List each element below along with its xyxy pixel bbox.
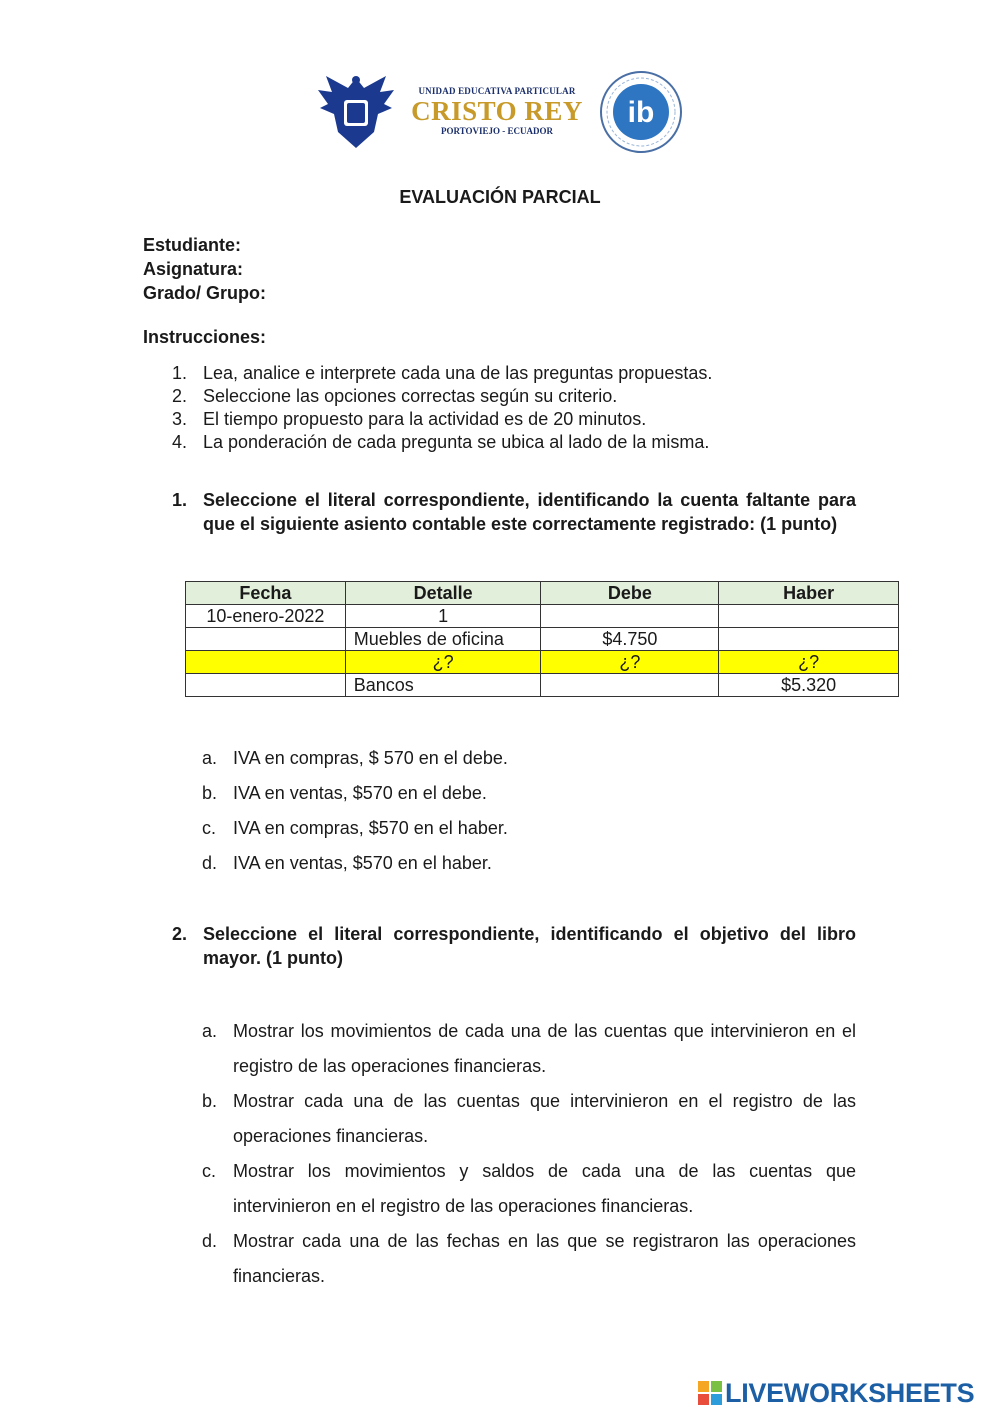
column-header: Debe (541, 582, 719, 605)
option-c[interactable]: c. Mostrar los movimientos y saldos de cada una de las cuentas que intervinieron en el registro de las operaciones financieras. (202, 1161, 856, 1216)
ib-text: ib (627, 96, 655, 129)
column-header: Haber (719, 582, 899, 605)
list-item: 2. Seleccione las opciones correctas según su criterio. (172, 386, 618, 406)
question-1: 1. Seleccione el literal correspondiente, identificando la cuenta faltante para que el siguiente asiento contable este correctamente registrado: (1 punto) (172, 490, 856, 534)
journal-entry-table (185, 581, 899, 697)
school-city: PORTOVIEJO - ECUADOR (440, 126, 554, 136)
table-row-highlighted: ¿? ¿? ¿? (186, 651, 899, 674)
subject-label: Asignatura: (143, 259, 244, 279)
liveworksheets-brand[interactable] (697, 1378, 974, 1408)
option-c[interactable]: c. IVA en compras, $570 en el haber. (202, 818, 508, 838)
liveworksheets-logo-icon (697, 1380, 723, 1406)
column-header: Detalle (345, 582, 541, 605)
question-1-text: Seleccione el literal correspondiente, identificando la cuenta faltante para que el siguiente asiento contable este correctamente registrado: (1 punto) (203, 490, 856, 534)
option-a[interactable]: a. IVA en compras, $ 570 en el debe. (202, 748, 508, 768)
grade-label: Grado/ Grupo: (143, 283, 266, 303)
column-header: Fecha (186, 582, 346, 605)
list-item: 3. El tiempo propuesto para la actividad es de 20 minutos. (172, 409, 647, 429)
instructions-list (172, 362, 712, 454)
option-b[interactable]: b. Mostrar cada una de las cuentas que intervinieron en el registro de las operaciones financieras. (202, 1091, 856, 1146)
table-row: Bancos $5.320 (186, 674, 899, 697)
option-d[interactable]: d. IVA en ventas, $570 en el haber. (202, 853, 492, 873)
page-title: EVALUACIÓN PARCIAL (399, 187, 601, 207)
table-header-row (186, 582, 899, 605)
liveworksheets-text: LIVEWORKSHEETS (725, 1377, 975, 1408)
question-1-options (202, 748, 508, 888)
school-name-block (402, 86, 592, 136)
instructions-heading: Instrucciones: (143, 327, 267, 347)
question-2-text: Seleccione el literal correspondiente, identificando el objetivo del libro mayor. (1 punto) (203, 924, 856, 968)
table-row: Muebles de oficina $4.750 (186, 628, 899, 651)
table-row: 10-enero-2022 1 (186, 605, 899, 628)
question-2: 2. Seleccione el literal correspondiente, identificando el objetivo del libro mayor. (1 punto) (172, 924, 856, 968)
school-line1: UNIDAD EDUCATIVA PARTICULAR (418, 86, 576, 96)
option-d[interactable]: d. Mostrar cada una de las fechas en las que se registraron las operaciones financieras. (202, 1231, 856, 1286)
ib-world-school-logo-icon (599, 70, 685, 154)
list-item: 4. La ponderación de cada pregunta se ubica al lado de la misma. (172, 432, 710, 452)
question-2-options (202, 1014, 856, 1294)
option-b[interactable]: b. IVA en ventas, $570 en el debe. (202, 783, 487, 803)
eagle-crest-icon (316, 70, 396, 154)
option-a[interactable]: a. Mostrar los movimientos de cada una de las cuentas que intervinieron en el registro de las operaciones financieras. (202, 1021, 856, 1076)
school-name: CRISTO REY (411, 96, 583, 126)
student-label: Estudiante: (143, 235, 242, 255)
list-item: 1. Lea, analice e interprete cada una de las preguntas propuestas. (172, 363, 713, 383)
